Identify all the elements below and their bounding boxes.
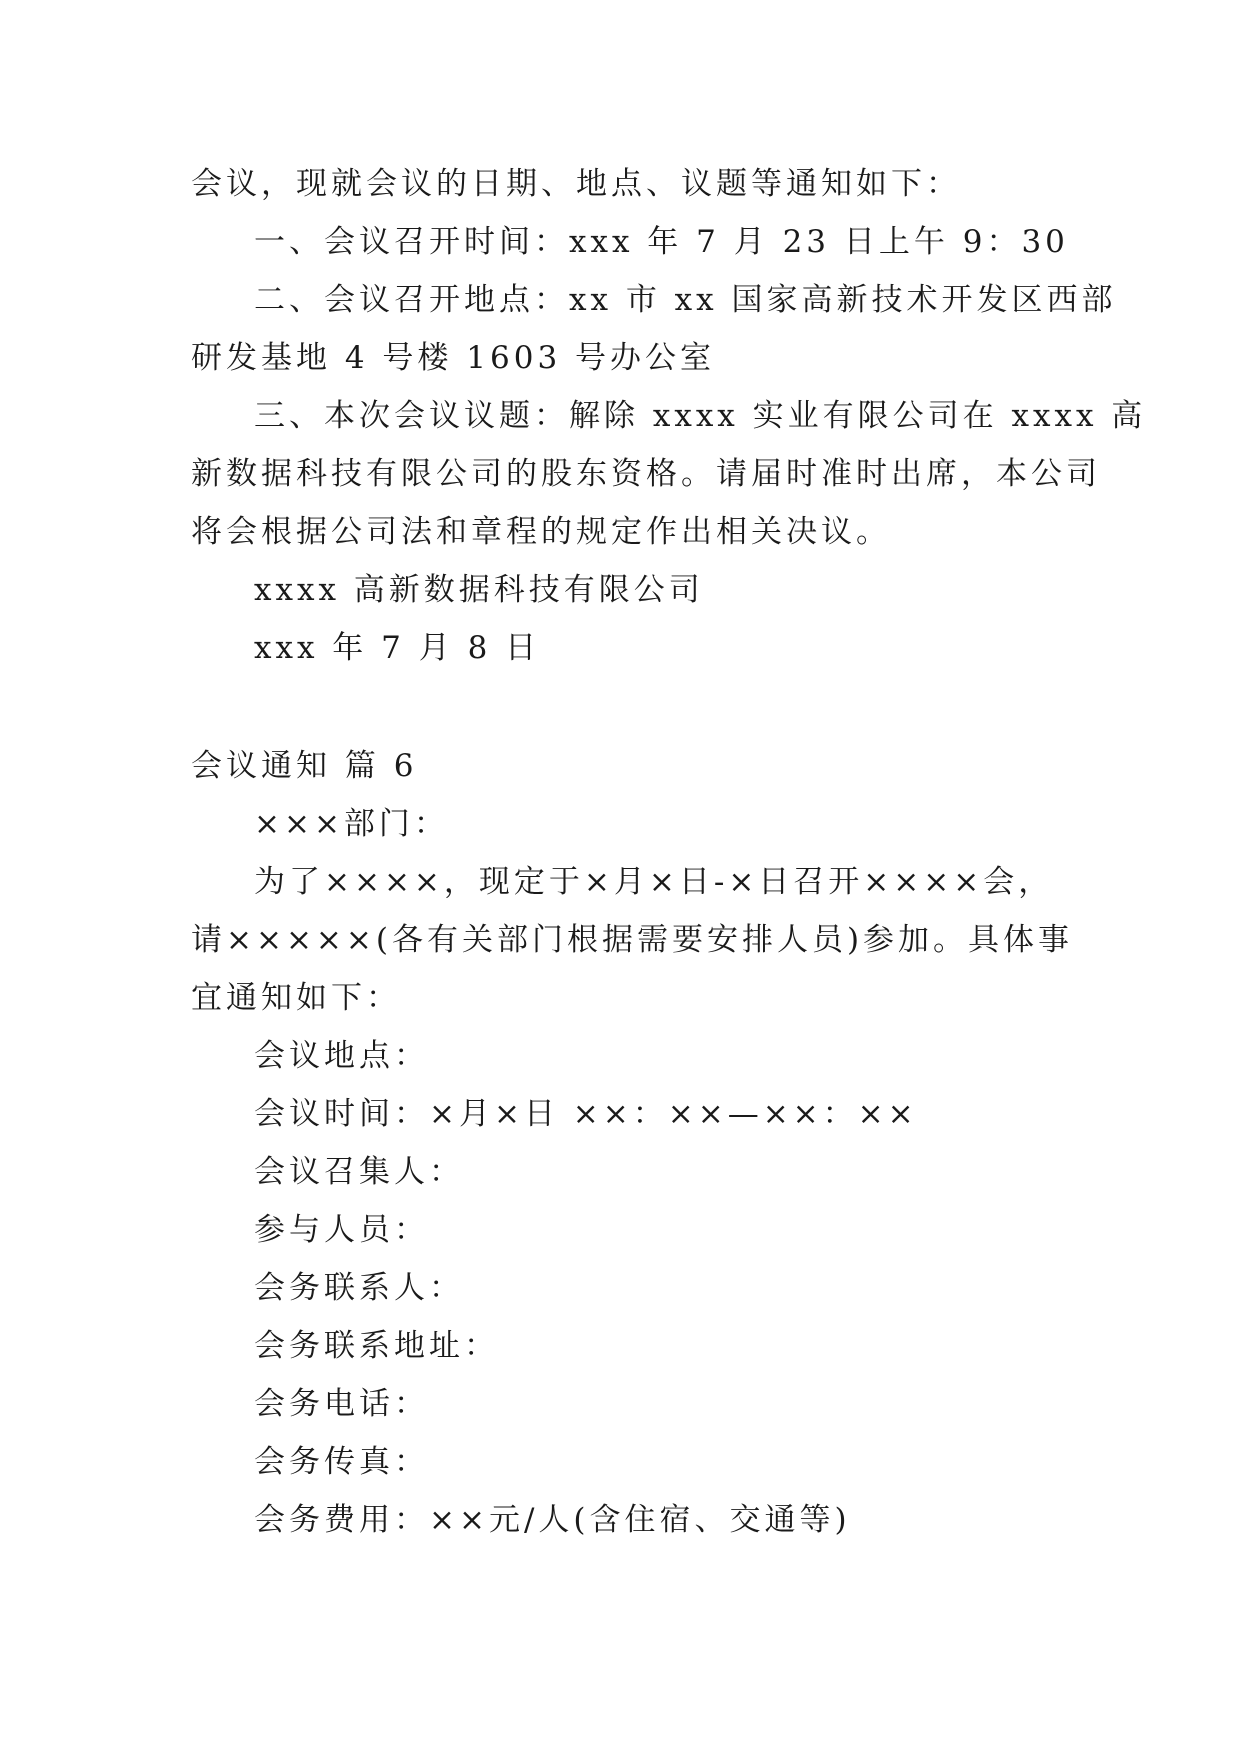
meeting-location-line: 二、会议召开地点：xx 市 xx 国家高新技术开发区西部: [254, 282, 1117, 318]
text-line: 会议，现就会议的日期、地点、议题等通知如下：: [191, 166, 961, 202]
signature-date: xxx 年 7 月 8 日: [254, 630, 541, 666]
field-contact-person: 会务联系人：: [254, 1270, 464, 1306]
field-contact-address: 会务联系地址：: [254, 1328, 499, 1364]
text-line: 新数据科技有限公司的股东资格。请届时准时出席，本公司: [191, 456, 1101, 492]
field-convener: 会议召集人：: [254, 1154, 464, 1190]
meeting-topic-line: 三、本次会议议题：解除 xxxx 实业有限公司在 xxxx 高: [254, 398, 1147, 434]
text-line: 请×××××(各有关部门根据需要安排人员)参加。具体事: [191, 922, 1074, 958]
text-line: 将会根据公司法和章程的规定作出相关决议。: [191, 514, 891, 550]
text-line: 研发基地 4 号楼 1603 号办公室: [191, 340, 716, 376]
text-line: 为了××××，现定于×月×日-×日召开××××会，: [254, 864, 1054, 900]
field-participants: 参与人员：: [254, 1212, 429, 1248]
field-phone: 会务电话：: [254, 1386, 429, 1422]
signature-company: xxxx 高新数据科技有限公司: [254, 572, 704, 608]
field-fax: 会务传真：: [254, 1444, 429, 1480]
addressee-line: ×××部门：: [254, 806, 449, 842]
section-heading: 会议通知 篇 6: [191, 748, 418, 784]
field-meeting-location: 会议地点：: [254, 1038, 429, 1074]
field-meeting-time: 会议时间：×月×日 ××：××—××：××: [254, 1096, 918, 1132]
meeting-time-line: 一、会议召开时间：xxx 年 7 月 23 日上午 9：30: [254, 224, 1069, 260]
field-fee: 会务费用：××元/人(含住宿、交通等): [254, 1502, 851, 1538]
text-line: 宜通知如下：: [191, 980, 401, 1016]
